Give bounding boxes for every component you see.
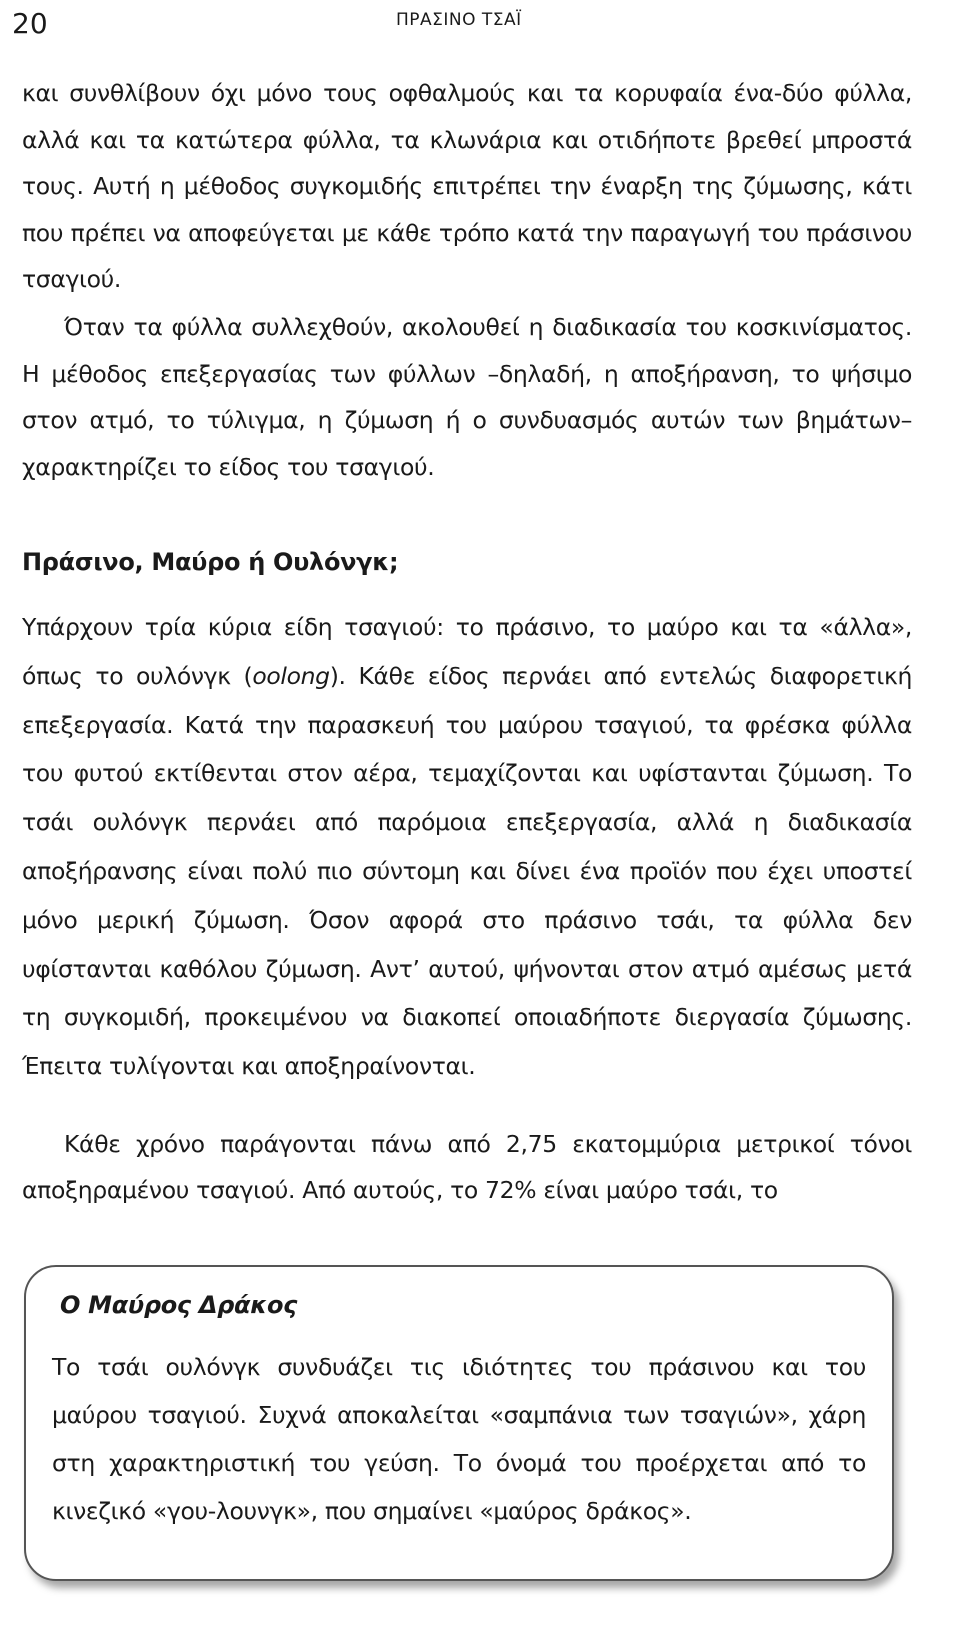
sidebar-text: Το τσάι ουλόνγκ συνδυάζει τις ιδιότητες του πράσινου και του μαύρου τσαγιού. Συχνά αποκαλείται «σαμπάνια των τσαγιών», χάρη στη χαρακτηριστική του γεύση. Το όνομά του προέρχεται από το κινεζικό «γου-λουνγκ», που σημαίνει «μαύρος δράκος». [52, 1353, 866, 1525]
body-paragraph-3 [22, 603, 912, 1091]
body-paragraph-1: και συνθλίβουν όχι μόνο τους οφθαλμούς και τα κορυφαία ένα-δύο φύλλα, αλλά και τα κατώτερα φύλλα, τα κλωνάρια και οτιδήποτε βρεθεί μπροστά τους. Αυτή η μέθοδος συγκομιδής επιτρέπει την έναρξη της ζύμωσης, κάτι που πρέπει να αποφεύγεται με κάθε τρόπο κατά την παραγωγή του πράσινου τσαγιού. [22, 79, 912, 293]
body-paragraph-3-text-b: ). Κάθε είδος περνάει από εντελώς διαφορετική επεξεργασία. Κατά την παρασκευή του μαύρου τσαγιού, τα φρέσκα φύλλα του φυτού εκτίθενται στον αέρα, τεμαχίζονται και υφίστανται ζύμωση. Το τσάι ουλόνγκ περνάει από παρόμοια επεξεργασία, αλλά η διαδικασία αποξήρανσης είναι πολύ πιο σύντομη και δίνει ένα προϊόν που έχει υποστεί μόνο μερική ζύμωση. Όσον αφορά στο πράσινο τσάι, τα φύλλα δεν υφίστανται καθόλου ζύμωση. Αντ’ αυτού, ψήνονται στον ατμό αμέσως μετά τη συγκομιδή, προκειμένου να διακοπεί οποιαδήποτε διεργασία ζύμωσης. Έπειτα τυλίγονται και αποξηραίνονται. [22, 661, 913, 1081]
body-paragraph-2 [22, 304, 912, 490]
body-paragraph-4 [22, 1121, 912, 1213]
body-paragraph-2-text: Όταν τα φύλλα συλλεχθούν, ακολουθεί η διαδικασία του κοσκινίσματος. Η μέθοδος επεξεργασίας των φύλλων –δηλαδή, η αποξήρανση, το ψήσιμο στον ατμό, το τύλιγμα, η ζύμωση ή ο συνδυασμός αυτών των βημάτων– χαρακτηρίζει το είδος του τσαγιού. [22, 313, 912, 481]
section-heading: Πράσινο, Μαύρο ή Ουλόνγκ; [22, 548, 399, 576]
body-paragraph-4-text: Κάθε χρόνο παράγονται πάνω από 2,75 εκατομμύρια μετρικοί τόνοι αποξηραμένου τσαγιού. Από αυτούς, το 72% είναι μαύρο τσάι, το [22, 1130, 912, 1204]
oolong-term: oolong [252, 661, 330, 690]
body-paragraph-3-text-a: Υπάρχουν τρία κύρια είδη τσαγιού: το πράσινο, το μαύρο και τα «άλλα», όπως το ουλόνγκ ( [22, 613, 912, 690]
page-number: 20 [12, 7, 48, 40]
running-head: ΠΡΑΣΙΝΟ ΤΣΑΪ [396, 10, 522, 30]
sidebar-box [24, 1265, 894, 1581]
sidebar-title: Ο Μαύρος Δράκος [60, 1291, 298, 1319]
